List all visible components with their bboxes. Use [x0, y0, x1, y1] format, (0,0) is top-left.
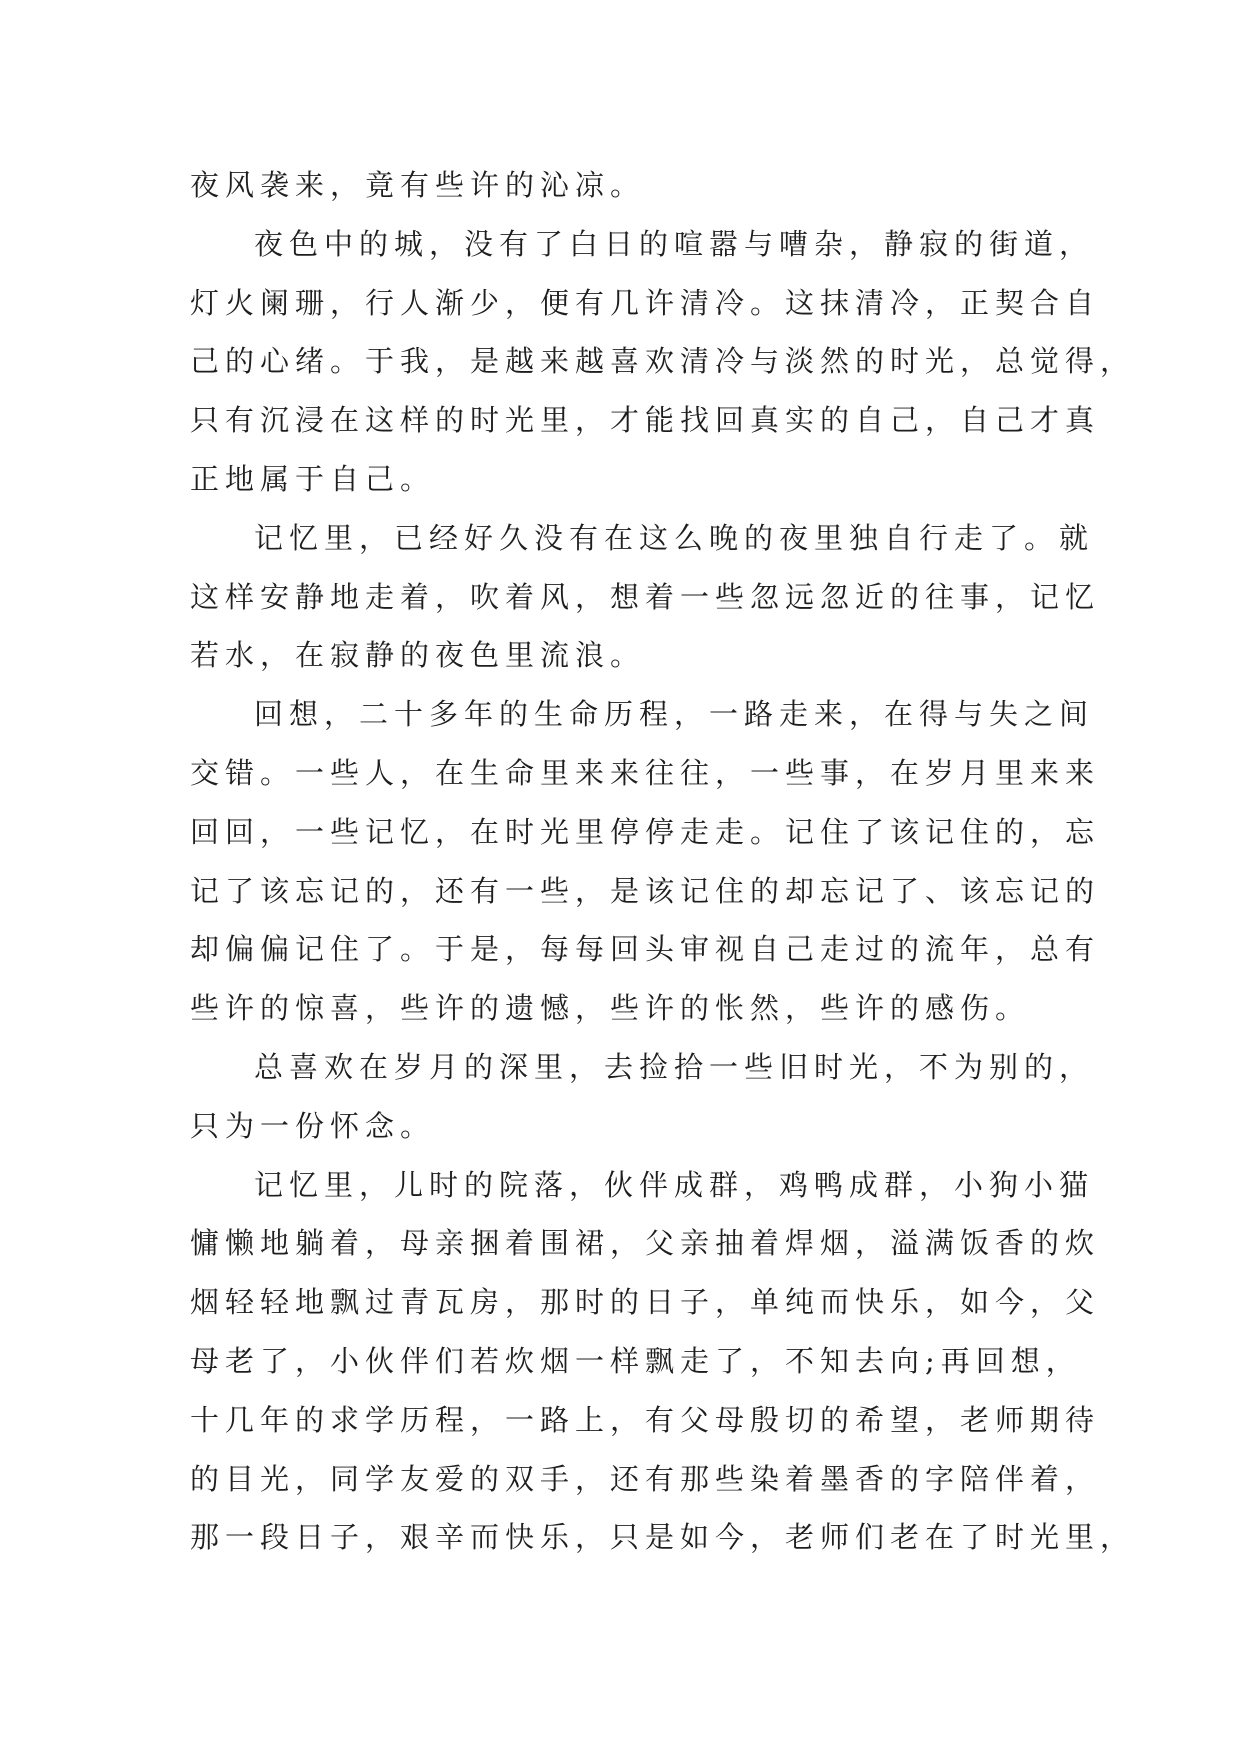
paragraph-1 [190, 156, 1070, 215]
text-line: 夜色中的城，没有了白日的喧嚣与嘈杂，静寂的街道， [254, 226, 1095, 261]
text-line: 交错。一些人，在生命里来来往往，一些事，在岁月里来来 [190, 755, 1101, 790]
text-line: 母老了，小伙伴们若炊烟一样飘走了，不知去向;再回想， [190, 1343, 1081, 1378]
paragraph-5 [190, 1038, 1095, 1156]
text-line: 回回，一些记忆，在时光里停停走走。记住了该记住的，忘 [190, 814, 1101, 849]
text-line: 这样安静地走着，吹着风，想着一些忽远忽近的往事，记忆 [190, 579, 1101, 614]
text-line: 总喜欢在岁月的深里，去捡拾一些旧时光，不为别的， [254, 1049, 1095, 1084]
document-body [190, 156, 1136, 1567]
paragraph-6 [190, 1156, 1136, 1568]
text-line: 只为一份怀念。 [190, 1108, 436, 1143]
text-line: 那一段日子，艰辛而快乐，只是如今，老师们老在了时光里， [190, 1520, 1136, 1555]
text-line: 烟轻轻地飘过青瓦房，那时的日子，单纯而快乐，如今，父 [190, 1285, 1101, 1320]
paragraph-4 [190, 685, 1101, 1038]
text-line: 十几年的求学历程，一路上，有父母殷切的希望，老师期待 [190, 1402, 1101, 1437]
text-line: 正地属于自己。 [190, 461, 436, 496]
text-line: 些许的惊喜，些许的遗憾，些许的怅然，些许的感伤。 [190, 991, 1031, 1026]
text-line: 的目光，同学友爱的双手，还有那些染着墨香的字陪伴着， [190, 1461, 1101, 1496]
paragraph-2 [190, 215, 1136, 509]
text-line: 回想，二十多年的生命历程，一路走来，在得与失之间 [254, 697, 1095, 732]
text-line: 只有沉浸在这样的时光里，才能找回真实的自己，自己才真 [190, 403, 1101, 438]
text-line: 记忆里，已经好久没有在这么晚的夜里独自行走了。就 [254, 520, 1095, 555]
paragraph-3 [190, 509, 1101, 685]
text-line: 却偏偏记住了。于是，每每回头审视自己走过的流年，总有 [190, 932, 1101, 967]
text-line: 慵懒地躺着，母亲捆着围裙，父亲抽着焊烟，溢满饭香的炊 [190, 1226, 1101, 1261]
text-line: 记忆里，儿时的院落，伙伴成群，鸡鸭成群，小狗小猫 [254, 1167, 1095, 1202]
text-line: 记了该忘记的，还有一些，是该记住的却忘记了、该忘记的 [190, 873, 1101, 908]
text-line: 己的心绪。于我，是越来越喜欢清冷与淡然的时光，总觉得， [190, 344, 1136, 379]
text-line: 夜风袭来，竟有些许的沁凉。 [190, 168, 646, 202]
text-line: 灯火阑珊，行人渐少，便有几许清冷。这抹清冷，正契合自 [190, 285, 1101, 320]
text-line: 若水，在寂静的夜色里流浪。 [190, 638, 646, 673]
